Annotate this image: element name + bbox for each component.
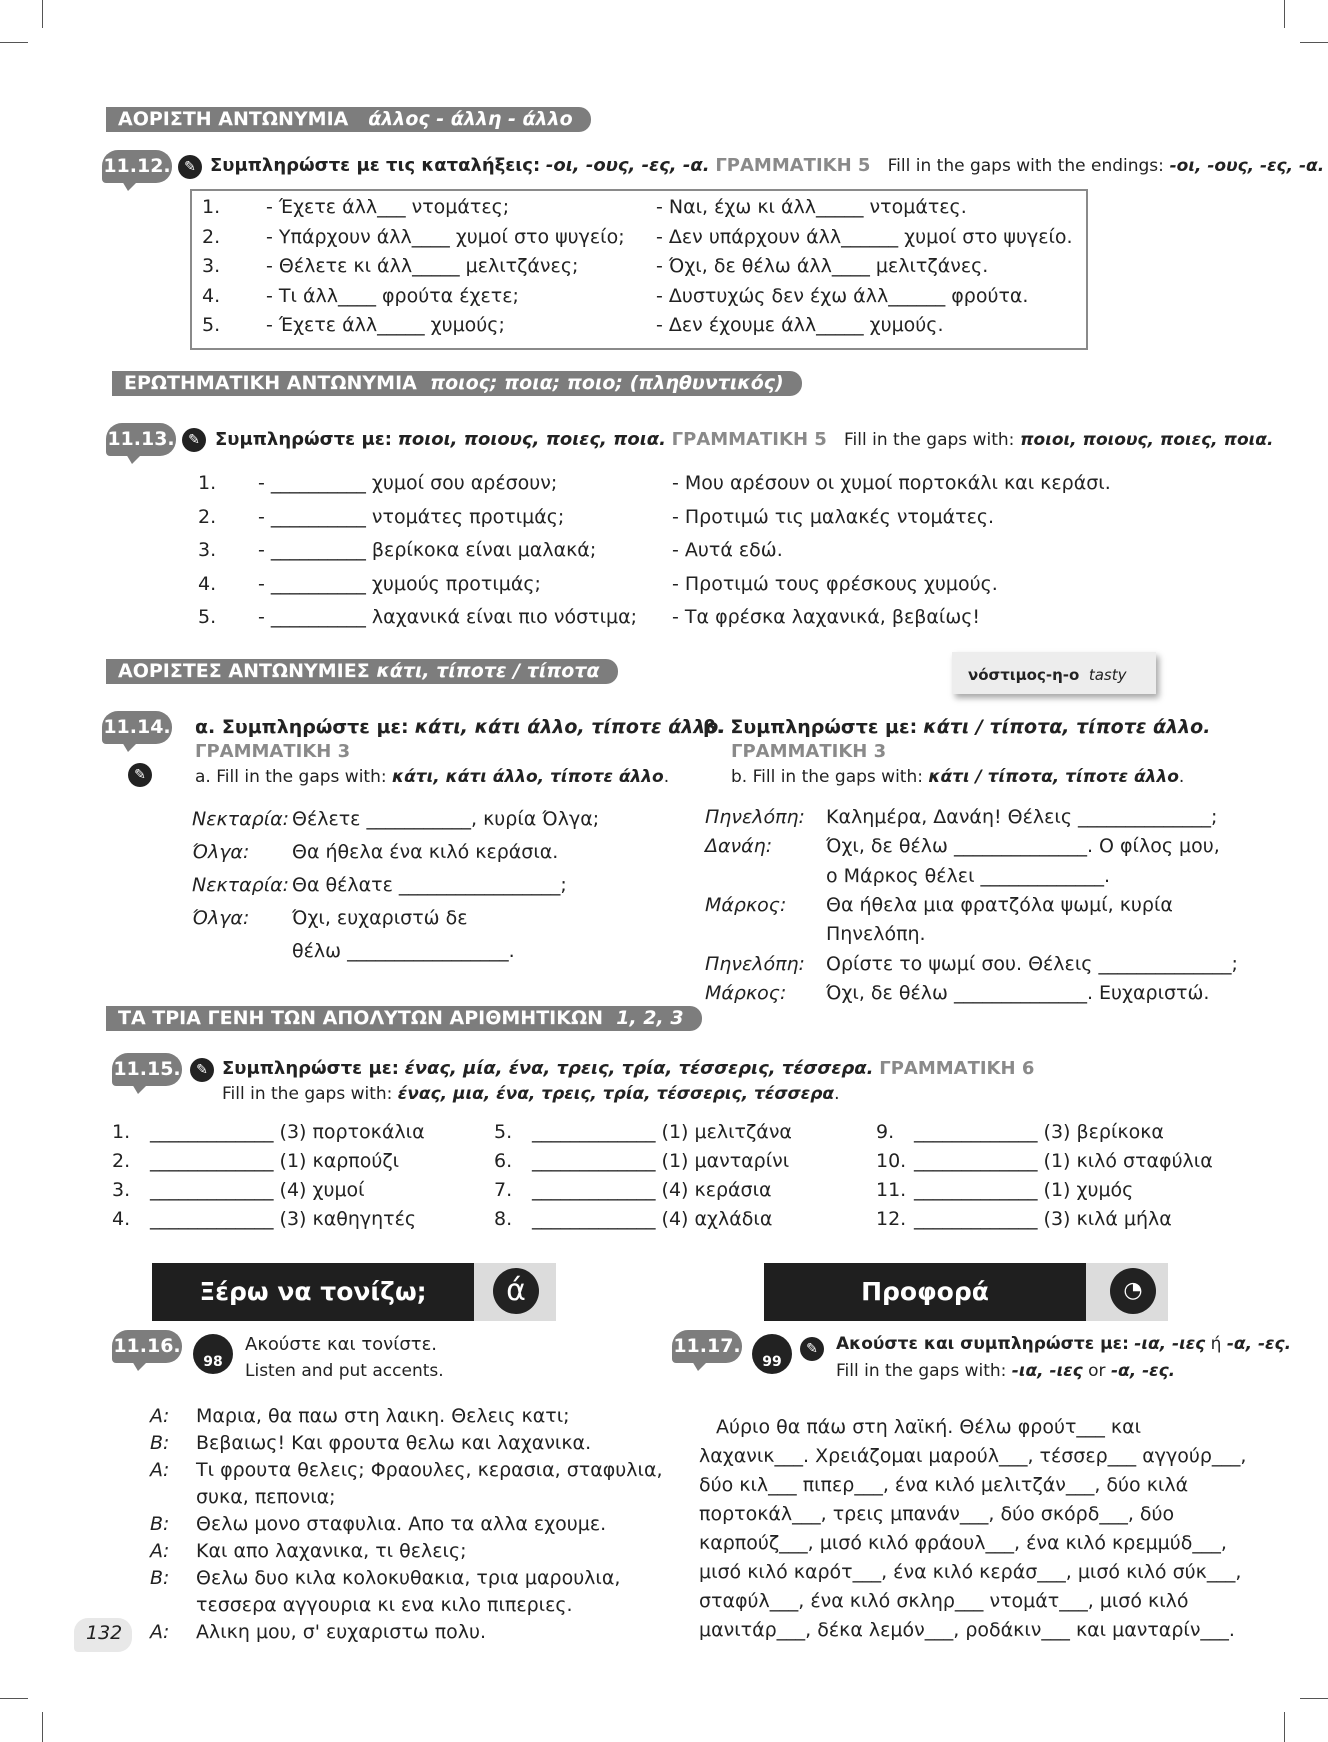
accent-icon: ά xyxy=(493,1268,539,1314)
answer: - Δυστυχώς δεν έχω άλλ______ φρούτα. xyxy=(656,284,1029,307)
exercise-badge: 11.14. xyxy=(102,711,172,744)
item-number: 2. xyxy=(112,1150,131,1172)
paragraph-line: μισό κιλό καρότ___, ένα κιλό κεράσ___, μισό κιλό σύκ___, xyxy=(699,1561,1242,1583)
crop-mark xyxy=(0,1698,28,1699)
item-number: 9. xyxy=(876,1121,895,1143)
dialogue-line: συκα, πεπονια; xyxy=(196,1486,336,1508)
item-number: 1. xyxy=(112,1121,131,1143)
speaker: Α: xyxy=(150,1459,170,1481)
item-number: 2. xyxy=(202,225,221,248)
dialogue-line: θέλω _________________. xyxy=(292,940,515,962)
speaker: Β: xyxy=(150,1567,170,1589)
dialogue-line: ο Μάρκος θέλει _____________. xyxy=(826,864,1111,887)
answer: - Δεν έχουμε άλλ_____ χυμούς. xyxy=(656,314,944,336)
item-number: 7. xyxy=(494,1179,513,1201)
paragraph-line: λαχανικ___. Χρειάζομαι μαρούλ___, τέσσερ___ αγγούρ___, xyxy=(699,1445,1247,1467)
section-header: ΑΟΡΙΣΤΗ ΑΝΤΩΝΥΜΙΑ άλλος - άλλη - άλλο xyxy=(106,107,591,132)
answer: - Ναι, έχω κι άλλ_____ ντομάτες. xyxy=(656,196,967,218)
section-header: ΕΡΩΤΗΜΑΤΙΚΗ ΑΝΤΩΝΥΜΙΑ ποιος; ποια; ποιο; (πληθυντικός) xyxy=(112,371,802,396)
instruction-en: Fill in the gaps with: -ια, -ιες or -α, -ες. xyxy=(836,1361,1176,1381)
speaker: Όλγα: xyxy=(192,841,250,863)
paragraph-line: καρπούζ___, μισό κιλό φράουλ___, ένα κιλό κρεμμύδ___, xyxy=(699,1532,1227,1554)
instruction: Ακούστε και τονίστε. xyxy=(245,1334,438,1355)
question: - __________ βερίκοκα είναι μαλακά; xyxy=(258,539,597,561)
item-text: _____________ (4) κεράσια xyxy=(532,1179,772,1201)
paragraph-line: πορτοκάλ___, τρεις μπανάν___, δύο σκόρδ___, δύο xyxy=(699,1503,1175,1525)
item-text: _____________ (3) κιλά μήλα xyxy=(914,1208,1172,1230)
item-number: 11. xyxy=(876,1179,907,1201)
dialogue-line: Αλικη μου, σ' ευχαριστω πολυ. xyxy=(196,1621,487,1643)
mouth-icon: ◔ xyxy=(1110,1268,1156,1314)
dialogue-line: Πηνελόπη. xyxy=(826,923,926,946)
section-header: ΤΑ ΤΡΙΑ ΓΕΝΗ ΤΩΝ ΑΠΟΛΥΤΩΝ ΑΡΙΘΜΗΤΙΚΩΝ 1, 2, 3 xyxy=(106,1006,702,1031)
item-number: 2. xyxy=(198,505,217,528)
item-text: _____________ (3) βερίκοκα xyxy=(914,1121,1164,1143)
paragraph-line: σταφύλ___, ένα κιλό σκληρ___ ντομάτ___, μισό κιλό xyxy=(699,1590,1189,1612)
dialogue-line: Θα ήθελα μια φρατζόλα ψωμί, κυρία xyxy=(826,893,1173,916)
question: - Θέλετε κι άλλ_____ μελιτζάνες; xyxy=(266,255,579,277)
crop-mark xyxy=(1284,1712,1285,1742)
item-number: 5. xyxy=(494,1121,513,1143)
pencil-icon: ✎ xyxy=(190,1058,214,1082)
item-text: _____________ (1) κιλό σταφύλια xyxy=(914,1150,1213,1172)
item-number: 5. xyxy=(198,606,217,628)
question: - __________ χυμοί σου αρέσουν; xyxy=(258,472,558,494)
instruction-en: Fill in the gaps with: ένας, μια, ένα, τρεις, τρία, τέσσερις, τέσσερα. xyxy=(222,1084,840,1104)
paragraph-line: Αύριο θα πάω στη λαϊκή. Θέλω φρούτ___ και xyxy=(716,1416,1142,1438)
item-text: _____________ (1) καρπούζι xyxy=(150,1150,400,1172)
dialogue-line: Τι φρουτα θελεις; Φραουλες, κερασια, σταφυλια, xyxy=(196,1459,663,1481)
item-number: 10. xyxy=(876,1150,907,1172)
item-number: 4. xyxy=(202,284,221,307)
answer: - Τα φρέσκα λαχανικά, βεβαίως! xyxy=(672,606,980,628)
instruction-b-en: b. Fill in the gaps with: κάτι / τίποτα, τίποτε άλλο. xyxy=(731,767,1185,787)
note-translation: tasty xyxy=(1088,666,1127,684)
instruction-b: β. Συμπληρώστε με: κάτι / τίποτα, τίποτε άλλο. xyxy=(703,716,1211,738)
dialogue-line: Θελω μονο σταφυλια. Απο τα αλλα εχουμε. xyxy=(196,1513,607,1535)
speaker: Νεκταρία: xyxy=(192,808,290,830)
crop-mark xyxy=(1300,42,1328,43)
page-number: 132 xyxy=(86,1622,123,1644)
item-text: _____________ (1) χυμός xyxy=(914,1179,1134,1201)
crop-mark xyxy=(42,0,43,28)
question: - Έχετε άλλ_____ χυμούς; xyxy=(266,314,505,336)
pencil-icon: ✎ xyxy=(178,155,202,179)
section-banner: Προφορά xyxy=(764,1263,1086,1321)
note-word: νόστιμος-η-ο xyxy=(968,666,1080,684)
crop-mark xyxy=(1284,0,1285,28)
question: - Έχετε άλλ___ ντομάτες; xyxy=(266,196,510,218)
answer: - Αυτά εδώ. xyxy=(672,539,783,561)
dialogue-line: Όχι, ευχαριστώ δε xyxy=(292,907,468,929)
speaker: Β: xyxy=(150,1513,170,1535)
crop-mark xyxy=(42,1712,43,1742)
question: - __________ ντομάτες προτιμάς; xyxy=(258,505,565,528)
vocabulary-note xyxy=(952,652,1156,694)
speaker: Πηνελόπη: xyxy=(705,952,805,975)
question: - __________ λαχανικά είναι πιο νόστιμα; xyxy=(258,606,638,628)
pencil-icon: ✎ xyxy=(800,1337,824,1361)
dialogue-line: Όχι, δε θέλω ______________. Ο φίλος μου, xyxy=(826,835,1220,858)
speaker: Μάρκος: xyxy=(705,981,787,1004)
item-text: _____________ (4) αχλάδια xyxy=(532,1208,773,1230)
item-text: _____________ (1) μανταρίνι xyxy=(532,1150,790,1172)
speaker: Νεκταρία: xyxy=(192,874,290,896)
item-number: 3. xyxy=(202,255,221,277)
headphones-icon: 99 xyxy=(752,1334,792,1374)
dialogue-line: Όχι, δε θέλω ______________. Ευχαριστώ. xyxy=(826,981,1210,1004)
speaker: Α: xyxy=(150,1621,170,1643)
dialogue-line: Καλημέρα, Δανάη! Θέλεις ______________; xyxy=(826,806,1218,828)
exercise-badge: 11.17. xyxy=(672,1330,742,1363)
grammar-ref: ΓΡΑΜΜΑΤΙΚΗ 3 xyxy=(731,741,887,762)
answer: - Μου αρέσουν οι χυμοί πορτοκάλι και κεράσι. xyxy=(672,472,1111,494)
instruction: Συμπληρώστε με: ένας, μία, ένα, τρεις, τρία, τέσσερις, τέσσερα. ΓΡΑΜΜΑΤΙΚΗ 6 xyxy=(222,1058,1035,1079)
item-text: _____________ (3) πορτοκάλια xyxy=(150,1121,425,1143)
item-number: 5. xyxy=(202,314,221,336)
dialogue-line: Ορίστε το ψωμί σου. Θέλεις ______________; xyxy=(826,952,1238,975)
speaker: Όλγα: xyxy=(192,907,250,929)
speaker: Α: xyxy=(150,1405,170,1427)
item-number: 8. xyxy=(494,1208,513,1230)
grammar-ref: ΓΡΑΜΜΑΤΙΚΗ 3 xyxy=(195,741,351,762)
speaker: Πηνελόπη: xyxy=(705,806,805,828)
item-text: _____________ (4) χυμοί xyxy=(150,1179,365,1201)
crop-mark xyxy=(1300,1698,1328,1699)
instruction-a-en: a. Fill in the gaps with: κάτι, κάτι άλλο, τίποτε άλλο. xyxy=(195,767,670,787)
item-text: _____________ (1) μελιτζάνα xyxy=(532,1121,792,1143)
instruction-a: α. Συμπληρώστε με: κάτι, κάτι άλλο, τίποτε άλλο. xyxy=(195,716,726,738)
speaker: Α: xyxy=(150,1540,170,1562)
speaker: Δανάη: xyxy=(705,835,773,858)
answer: - Προτιμώ τις μαλακές ντομάτες. xyxy=(672,505,995,528)
item-number: 4. xyxy=(198,572,217,595)
dialogue-line: Θέλετε ___________, κυρία Όλγα; xyxy=(292,808,600,830)
exercise-badge: 11.15. xyxy=(112,1053,182,1086)
question: - Υπάρχουν άλλ____ χυμοί στο ψυγείο; xyxy=(266,225,625,248)
answer: - Προτιμώ τους φρέσκους χυμούς. xyxy=(672,572,998,595)
crop-mark xyxy=(0,42,28,43)
instruction: Συμπληρώστε με: ποιοι, ποιους, ποιες, ποια. ΓΡΑΜΜΑΤΙΚΗ 5 Fill in the gaps with: ποιοι, ποιους, ποιες, ποια. xyxy=(215,429,1274,450)
section-banner: Ξέρω να τονίζω; xyxy=(152,1263,474,1321)
exercise-badge: 11.16. xyxy=(112,1330,182,1363)
question: - Τι άλλ____ φρούτα έχετε; xyxy=(266,284,519,307)
instruction-en: Listen and put accents. xyxy=(245,1361,444,1381)
speaker: Β: xyxy=(150,1432,170,1454)
exercise-badge: 11.12. xyxy=(102,150,172,183)
instruction: Συμπληρώστε με τις καταλήξεις: -οι, -ους, -ες, -α. ΓΡΑΜΜΑΤΙΚΗ 5 Fill in the gaps with the endings: -οι, -ους, -ες, -α. xyxy=(210,155,1325,176)
item-number: 1. xyxy=(198,472,217,494)
item-number: 4. xyxy=(112,1208,131,1230)
dialogue-line: Και απο λαχανικα, τι θελεις; xyxy=(196,1540,467,1562)
paragraph-line: δύο κιλ___ πιπερ___, ένα κιλό μελιτζάν___, δύο κιλά xyxy=(699,1474,1189,1496)
answer: - Όχι, δε θέλω άλλ____ μελιτζάνες. xyxy=(656,255,989,277)
question: - __________ χυμούς προτιμάς; xyxy=(258,572,541,595)
item-number: 3. xyxy=(198,539,217,561)
speaker: Μάρκος: xyxy=(705,893,787,916)
pencil-icon: ✎ xyxy=(128,763,152,787)
instruction: Ακούστε και συμπληρώστε με: -ια, -ιες ή -α, -ες. xyxy=(836,1334,1292,1354)
dialogue-line: Θα θέλατε _________________; xyxy=(292,874,567,896)
answer: - Δεν υπάρχουν άλλ______ χυμοί στο ψυγείο. xyxy=(656,225,1073,248)
dialogue-line: τεσσερα αγγουρια κι ενα κιλο πιπεριες. xyxy=(196,1594,573,1616)
dialogue-line: Θα ήθελα ένα κιλό κεράσια. xyxy=(292,841,559,863)
pencil-icon: ✎ xyxy=(182,428,206,452)
dialogue-line: Θελω δυο κιλα κολοκυθακια, τρια μαρουλια, xyxy=(196,1567,621,1589)
exercise-badge: 11.13. xyxy=(106,423,176,456)
item-number: 6. xyxy=(494,1150,513,1172)
section-header: ΑΟΡΙΣΤΕΣ ΑΝΤΩΝΥΜΙΕΣ κάτι, τίποτε / τίποτα xyxy=(106,659,618,684)
dialogue-line: Βεβαιως! Και φρουτα θελω και λαχανικα. xyxy=(196,1432,592,1454)
paragraph-line: μανιτάρ___, δέκα λεμόν___, ροδάκιν___ και μανταρίν___. xyxy=(699,1619,1235,1641)
item-text: _____________ (3) καθηγητές xyxy=(150,1208,417,1230)
item-number: 1. xyxy=(202,196,221,218)
item-number: 12. xyxy=(876,1208,907,1230)
dialogue-line: Μαρια, θα παω στη λαικη. Θελεις κατι; xyxy=(196,1405,570,1427)
item-number: 3. xyxy=(112,1179,131,1201)
headphones-icon: 98 xyxy=(193,1334,233,1374)
